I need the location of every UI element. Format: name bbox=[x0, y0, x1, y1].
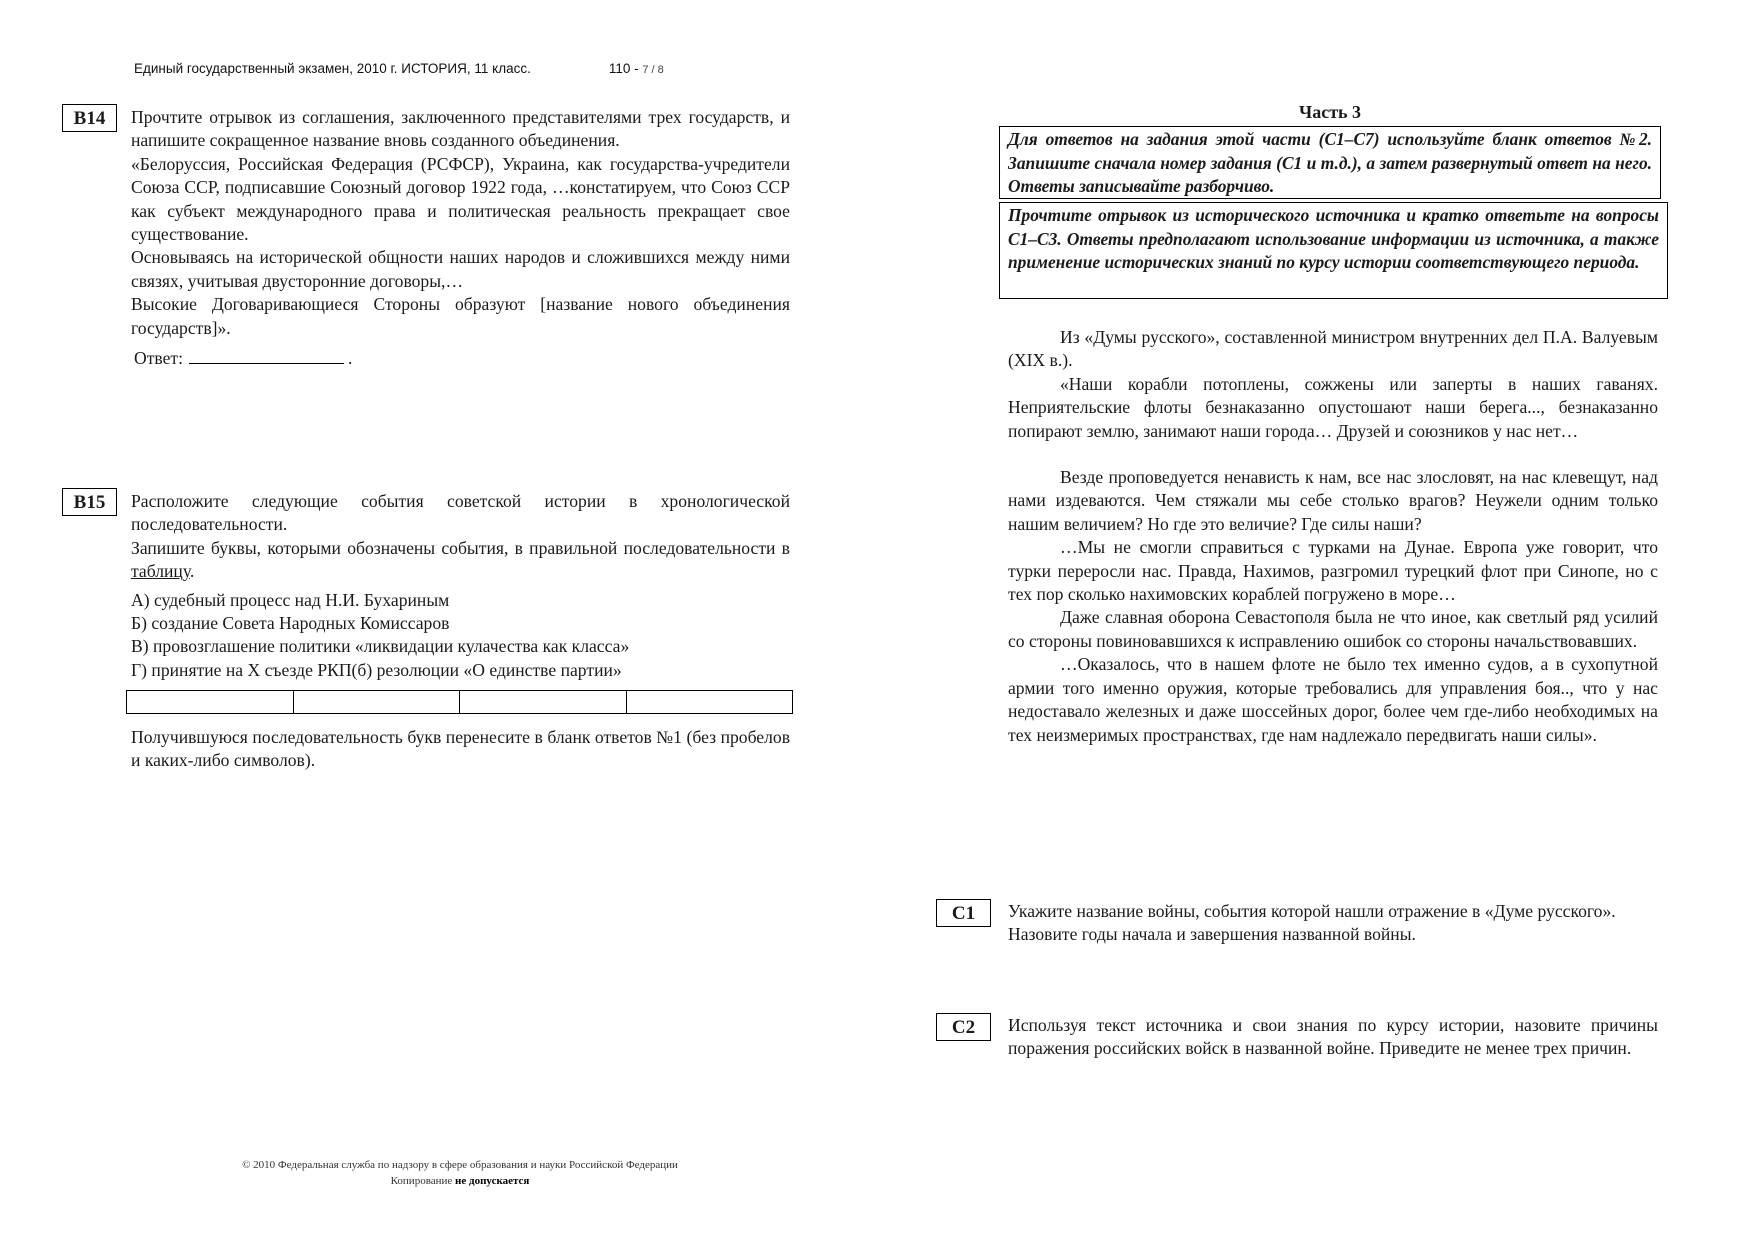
task-c1: Укажите название войны, события которой нашли отражение в «Думе русского». Назовите годы начала и завершения названной войны. bbox=[1008, 901, 1616, 945]
b15-item-d: Г) принятие на X съезде РКП(б) резолюции «О единстве партии» bbox=[131, 659, 622, 680]
table-link: таблицу bbox=[131, 561, 190, 582]
b15-intro: Расположите следующие события советской истории в хронологической последовательности. bbox=[131, 491, 790, 535]
b15-item-a: А) судебный процесс над Н.И. Бухариным bbox=[131, 589, 450, 610]
source-para: …Мы не смогли справиться с турками на Дунае. Европа уже говорит, что турки переросли нас. Правда, Нахимов, разгромил турецкий флот при Синопе, но с тех пор сколько нахимовских кораблей погружено в море… bbox=[1008, 537, 1658, 605]
task-c2: Используя текст источника и свои знания по курсу истории, назовите причины поражения российских войск в названной войне. Приведите не менее трех причин. bbox=[1008, 1015, 1658, 1059]
b14-intro: Прочтите отрывок из соглашения, заключенного представителями трех государств, и напишите сокращенное название вновь созданного объединения. bbox=[131, 107, 790, 151]
copyright: © 2010 Федеральная служба по надзору в сфере образования и науки Российской Федерации bbox=[242, 1159, 678, 1171]
task-tag-b15: B15 bbox=[62, 488, 117, 516]
b15-item-c: В) провозглашение политики «ликвидации кулачества как класса» bbox=[131, 636, 630, 657]
answer-cell[interactable] bbox=[127, 691, 294, 714]
part-title: Часть 3 bbox=[1299, 102, 1362, 122]
page-number: 7 / 8 bbox=[642, 64, 664, 76]
b14-quote-2: Основываясь на исторической общности наших народов и сложившихся между ними связях, учитывая двусторонние договоры,… bbox=[131, 247, 790, 291]
b15-after: Получившуюся последовательность букв перенесите в бланк ответов №1 (без пробелов и каких-либо символов). bbox=[131, 727, 790, 771]
exam-title: Единый государственный экзамен, 2010 г. ИСТОРИЯ, 11 класс. bbox=[134, 61, 531, 76]
b15-instruction: Запишите буквы, которыми обозначены события, в правильной последовательности в таблицу. bbox=[131, 537, 790, 582]
source-para: Везде проповедуется ненависть к нам, все нас злословят, на нас клевещут, над нами издеваются. Чем стяжали мы себе столько врагов? Неужели одним только нашим величием? Но где это величие? Где силы наши? bbox=[1008, 467, 1658, 534]
page-footer bbox=[0, 1157, 920, 1189]
b14-quote-1: «Белоруссия, Российская Федерация (РСФСР), Украина, как государства-учредители Союза ССР, подписавшие Союзный договор 1922 года, …констатируем, что Союз ССР как субъект международного права и политическая реальность прекращает свое существование. bbox=[131, 153, 790, 245]
task-tag-b14: B14 bbox=[62, 104, 117, 132]
b14-quote-3: Высокие Договаривающиеся Стороны образуют [название нового объединения государств]». bbox=[131, 294, 790, 338]
copy-notice: Копирование не допускается bbox=[390, 1175, 530, 1187]
source-text bbox=[1008, 326, 1658, 747]
task-tag-c1: C1 bbox=[936, 899, 991, 927]
answer-cell[interactable] bbox=[293, 691, 460, 714]
b15-item-b: Б) создание Совета Народных Комиссаров bbox=[131, 613, 450, 634]
task-b15 bbox=[131, 490, 790, 682]
answer-cell[interactable] bbox=[460, 691, 627, 714]
instruction-box: Для ответов на задания этой части (С1–С7) используйте бланк ответов №2. Запишите сначала номер задания (С1 и т.д.), а затем развернутый ответ на него. Ответы записывайте разборчиво. bbox=[999, 126, 1661, 199]
page-header bbox=[134, 61, 664, 76]
answer-cell[interactable] bbox=[626, 691, 793, 714]
source-attribution: Из «Думы русского», составленной министром внутренних дел П.А. Валуевым (XIX в.). bbox=[1008, 327, 1658, 371]
page-code: 110 - bbox=[608, 61, 643, 76]
task-b14 bbox=[131, 106, 790, 370]
task-tag-c2: C2 bbox=[936, 1013, 991, 1041]
source-instruction-box: Прочтите отрывок из исторического источника и кратко ответьте на вопросы С1–С3. Ответы предполагают использование информации из источника, а также применение исторических знаний по курсу истории соответствующего периода. bbox=[999, 202, 1668, 299]
answer-label: Ответ: bbox=[134, 348, 183, 369]
b14-answer: Ответ: . bbox=[134, 348, 353, 369]
answer-sequence-table bbox=[126, 690, 793, 714]
source-para: «Наши корабли потоплены, сожжены или заперты в наших гаванях. Неприятельские флоты безнаказанно опустошают наши берега..., безнаказанно попирают землю, занимают наши города… Друзей и союзников у нас нет… bbox=[1008, 373, 1658, 441]
source-para: Даже славная оборона Севастополя была не что иное, как светлый ряд усилий со стороны повиновавшихся к исправлению ошибок со стороны начальствовавших. bbox=[1008, 607, 1658, 651]
source-para: …Оказалось, что в нашем флоте не было тех именно судов, а в сухопутной армии того именно оружия, которые требовались для управления боя.., что у нас недоставало железных и даже шоссейных дорог, более чем где-либо необходимых на тех неизмеримых пространствах, где нам надлежало передвигать наши силы». bbox=[1008, 654, 1658, 745]
answer-input[interactable] bbox=[189, 347, 344, 364]
